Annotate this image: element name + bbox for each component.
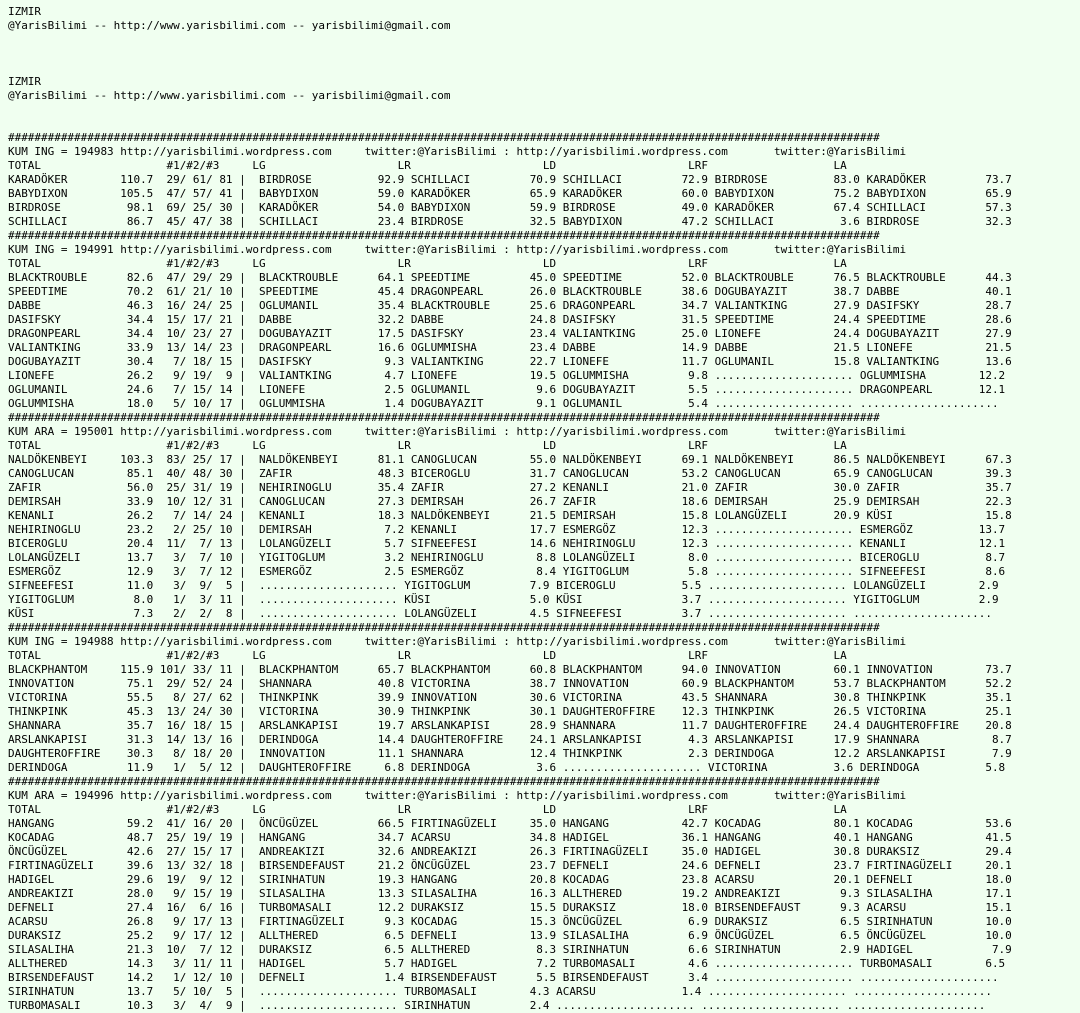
result-row: DABBE 46.3 16/ 24/ 25 | OGLUMANIL 35.4 BLACKTROUBLE 25.6 DRAGONPEARL 34.7 VALIANTKING 27.9 DASIFSKY 28.7 (8, 299, 1012, 312)
result-row: YIGITOGLUM 8.0 1/ 3/ 11 | ..................... KÜSI 5.0 KÜSI 3.7 ..................... YIGITOGLUM 2.9 (8, 593, 999, 606)
section-separator: #################################################################################################################################### (8, 775, 880, 788)
result-row: SCHILLACI 86.7 45/ 47/ 38 | SCHILLACI 23.4 BIRDROSE 32.5 BABYDIXON 47.2 SCHILLACI 3.6 BIRDROSE 32.3 (8, 215, 1012, 228)
result-row: DURAKSIZ 25.2 9/ 17/ 12 | ALLTHERED 6.5 DEFNELI 13.9 SILASALIHA 6.9 ÖNCÜGÜZEL 6.5 ÖNCÜGÜZEL 10.0 (8, 929, 1012, 942)
result-row: KENANLI 26.2 7/ 14/ 24 | KENANLI 18.3 NALDÖKENBEYI 21.5 DEMIRSAH 15.8 LOLANGÜZELI 20.9 KÜSI 15.8 (8, 509, 1012, 522)
result-row: DOGUBAYAZIT 30.4 7/ 18/ 15 | DASIFSKY 9.3 VALIANTKING 22.7 LIONEFE 11.7 OGLUMANIL 15.8 VALIANTKING 13.6 (8, 355, 1012, 368)
header-line (8, 103, 1012, 117)
result-row: KÜSI 7.3 2/ 2/ 8 | ..................... LOLANGÜZELI 4.5 SIFNEEFESI 3.7 ..................... ..................... (8, 607, 992, 620)
result-row: BIRSENDEFAUST 14.2 1/ 12/ 10 | DEFNELI 1.4 BIRSENDEFAUST 5.5 BIRSENDEFAUST 3.4 ..................... ..................... (8, 971, 999, 984)
result-row: TURBOMASALI 10.3 3/ 4/ 9 | ..................... SIRINHATUN 2.4 ..................... ..................... ..................... (8, 999, 986, 1012)
result-row: SIRINHATUN 13.7 5/ 10/ 5 | ..................... TURBOMASALI 4.3 ACARSU 1.4 ..................... ..................... (8, 985, 992, 998)
header-city: IZMIR (8, 5, 42, 18)
result-row: FIRTINAGÜZELI 39.6 13/ 32/ 18 | BIRSENDEFAUST 21.2 ÖNCÜGÜZEL 23.7 DEFNELI 24.6 DEFNELI 23.7 FIRTINAGÜZELI 20.1 (8, 859, 1012, 872)
result-row: KOCADAG 48.7 25/ 19/ 19 | HANGANG 34.7 ACARSU 34.8 HADIGEL 36.1 HANGANG 40.1 HANGANG 41.5 (8, 831, 1012, 844)
result-row: DERINDOGA 11.9 1/ 5/ 12 | DAUGHTEROFFIRE 6.8 DERINDOGA 3.6 ..................... VICTORINA 3.6 DERINDOGA 5.8 (8, 761, 1006, 774)
race-title-line: KUM ING = 194991 http://yarisbilimi.wordpress.com twitter:@YarisBilimi : http://yarisbilimi.wordpress.com twitter:@YarisBilimi (8, 243, 907, 256)
result-row: ÖNCÜGÜZEL 42.6 27/ 15/ 17 | ANDREAKIZI 32.6 ANDREAKIZI 26.3 FIRTINAGÜZELI 35.0 HADIGEL 30.8 DURAKSIZ 29.4 (8, 845, 1012, 858)
race-title-line: KUM ING = 194983 http://yarisbilimi.wordpress.com twitter:@YarisBilimi : http://yarisbilimi.wordpress.com twitter:@YarisBilimi (8, 145, 907, 158)
result-row: SHANNARA 35.7 16/ 18/ 15 | ARSLANKAPISI 19.7 ARSLANKAPISI 28.9 SHANNARA 11.7 DAUGHTEROFFIRE 24.4 DAUGHTEROFFIRE 20.8 (8, 719, 1012, 732)
header-line (8, 47, 1012, 61)
result-row: SILASALIHA 21.3 10/ 7/ 12 | DURAKSIZ 6.5 ALLTHERED 8.3 SIRINHATUN 6.6 SIRINHATUN 2.9 HADIGEL 7.9 (8, 943, 1012, 956)
result-row: ZAFIR 56.0 25/ 31/ 19 | NEHIRINOGLU 35.4 ZAFIR 27.2 KENANLI 21.0 ZAFIR 30.0 ZAFIR 35.7 (8, 481, 1012, 494)
result-row: NALDÖKENBEYI 103.3 83/ 25/ 17 | NALDÖKENBEYI 81.1 CANOGLUCAN 55.0 NALDÖKENBEYI 69.1 NALDÖKENBEYI 86.5 NALDÖKENBEYI 67.3 (8, 453, 1012, 466)
result-row: DEMIRSAH 33.9 10/ 12/ 31 | CANOGLUCAN 27.3 DEMIRSAH 26.7 ZAFIR 18.6 DEMIRSAH 25.9 DEMIRSAH 22.3 (8, 495, 1012, 508)
header-line (8, 117, 1012, 131)
result-row: ALLTHERED 14.3 3/ 11/ 11 | HADIGEL 5.7 HADIGEL 7.2 TURBOMASALI 4.6 ..................... TURBOMASALI 6.5 (8, 957, 1006, 970)
section-separator: #################################################################################################################################### (8, 621, 880, 634)
result-row: BABYDIXON 105.5 47/ 57/ 41 | BABYDIXON 59.0 KARADÖKER 65.9 KARADÖKER 60.0 BABYDIXON 75.2 BABYDIXON 65.9 (8, 187, 1012, 200)
result-row: BLACKTROUBLE 82.6 47/ 29/ 29 | BLACKTROUBLE 64.1 SPEEDTIME 45.0 SPEEDTIME 52.0 BLACKTROUBLE 76.5 BLACKTROUBLE 44.3 (8, 271, 1012, 284)
header-line (8, 33, 1012, 47)
header-line (8, 61, 1012, 75)
result-row: INNOVATION 75.1 29/ 52/ 24 | SHANNARA 40.8 VICTORINA 38.7 INNOVATION 60.9 BLACKPHANTOM 53.7 BLACKPHANTOM 52.2 (8, 677, 1012, 690)
result-row: LIONEFE 26.2 9/ 19/ 9 | VALIANTKING 4.7 LIONEFE 19.5 OGLUMMISHA 9.8 ..................... OGLUMMISHA 12.2 (8, 369, 1006, 382)
header-city: IZMIR (8, 75, 42, 88)
section-separator: #################################################################################################################################### (8, 131, 880, 144)
result-row: CANOGLUCAN 85.1 40/ 48/ 30 | ZAFIR 48.3 BICEROGLU 31.7 CANOGLUCAN 53.2 CANOGLUCAN 65.9 CANOGLUCAN 39.3 (8, 467, 1012, 480)
column-header-row: TOTAL #1/#2/#3 LG LR LD LRF LA (8, 649, 847, 662)
result-row: VALIANTKING 33.9 13/ 14/ 23 | DRAGONPEARL 16.6 OGLUMMISHA 23.4 DABBE 14.9 DABBE 21.5 LIONEFE 21.5 (8, 341, 1012, 354)
race-title-line: KUM ARA = 194996 http://yarisbilimi.wordpress.com twitter:@YarisBilimi : http://yarisbilimi.wordpress.com twitter:@YarisBilimi (8, 789, 907, 802)
result-row: DRAGONPEARL 34.4 10/ 23/ 27 | DOGUBAYAZIT 17.5 DASIFSKY 23.4 VALIANTKING 25.0 LIONEFE 24.4 DOGUBAYAZIT 27.9 (8, 327, 1012, 340)
result-row: BICEROGLU 20.4 11/ 7/ 13 | LOLANGÜZELI 5.7 SIFNEEFESI 14.6 NEHIRINOGLU 12.3 ..................... KENANLI 12.1 (8, 537, 1006, 550)
result-row: ARSLANKAPISI 31.3 14/ 13/ 16 | DERINDOGA 14.4 DAUGHTEROFFIRE 24.1 ARSLANKAPISI 4.3 ARSLANKAPISI 17.9 SHANNARA 8.7 (8, 733, 1012, 746)
section-separator: #################################################################################################################################### (8, 411, 880, 424)
result-row: DAUGHTEROFFIRE 30.3 8/ 18/ 20 | INNOVATION 11.1 SHANNARA 12.4 THINKPINK 2.3 DERINDOGA 12.2 ARSLANKAPISI 7.9 (8, 747, 1012, 760)
result-row: ESMERGÖZ 12.9 3/ 7/ 12 | ESMERGÖZ 2.5 ESMERGÖZ 8.4 YIGITOGLUM 5.8 ..................... SIFNEEFESI 8.6 (8, 565, 1006, 578)
race-title-line: KUM ING = 194988 http://yarisbilimi.wordpress.com twitter:@YarisBilimi : http://yarisbilimi.wordpress.com twitter:@YarisBilimi (8, 635, 907, 648)
column-header-row: TOTAL #1/#2/#3 LG LR LD LRF LA (8, 159, 847, 172)
column-header-row: TOTAL #1/#2/#3 LG LR LD LRF LA (8, 257, 847, 270)
result-row: SPEEDTIME 70.2 61/ 21/ 10 | SPEEDTIME 45.4 DRAGONPEARL 26.0 BLACKTROUBLE 38.6 DOGUBAYAZIT 38.7 DABBE 40.1 (8, 285, 1012, 298)
result-row: ACARSU 26.8 9/ 17/ 13 | FIRTINAGÜZELI 9.3 KOCADAG 15.3 ÖNCÜGÜZEL 6.9 DURAKSIZ 6.5 SIRINHATUN 10.0 (8, 915, 1012, 928)
result-row: THINKPINK 45.3 13/ 24/ 30 | VICTORINA 30.9 THINKPINK 30.1 DAUGHTEROFFIRE 12.3 THINKPINK 26.5 VICTORINA 25.1 (8, 705, 1012, 718)
result-row: BIRDROSE 98.1 69/ 25/ 30 | KARADÖKER 54.0 BABYDIXON 59.9 BIRDROSE 49.0 KARADÖKER 67.4 SCHILLACI 57.3 (8, 201, 1012, 214)
result-row: DASIFSKY 34.4 15/ 17/ 21 | DABBE 32.2 DABBE 24.8 DASIFSKY 31.5 SPEEDTIME 24.4 SPEEDTIME 28.6 (8, 313, 1012, 326)
column-header-row: TOTAL #1/#2/#3 LG LR LD LRF LA (8, 439, 847, 452)
race-title-line: KUM ARA = 195001 http://yarisbilimi.wordpress.com twitter:@YarisBilimi : http://yarisbilimi.wordpress.com twitter:@YarisBilimi (8, 425, 907, 438)
result-row: OGLUMMISHA 18.0 5/ 10/ 17 | OGLUMMISHA 1.4 DOGUBAYAZIT 9.1 OGLUMANIL 5.4 ..................... ..................... (8, 397, 999, 410)
result-row: OGLUMANIL 24.6 7/ 15/ 14 | LIONEFE 2.5 OGLUMANIL 9.6 DOGUBAYAZIT 5.5 ..................... DRAGONPEARL 12.1 (8, 383, 1006, 396)
result-row: DEFNELI 27.4 16/ 6/ 16 | TURBOMASALI 12.2 DURAKSIZ 15.5 DURAKSIZ 18.0 BIRSENDEFAUST 9.3 ACARSU 15.1 (8, 901, 1012, 914)
header-line: @YarisBilimi -- http://www.yarisbilimi.com -- yarisbilimi@gmail.com (8, 89, 451, 102)
result-row: HADIGEL 29.6 19/ 9/ 12 | SIRINHATUN 19.3 HANGANG 20.8 KOCADAG 23.8 ACARSU 20.1 DEFNELI 18.0 (8, 873, 1012, 886)
header-line: @YarisBilimi -- http://www.yarisbilimi.com -- yarisbilimi@gmail.com (8, 19, 451, 32)
section-separator: #################################################################################################################################### (8, 229, 880, 242)
results-document (8, 5, 1012, 1013)
result-row: BLACKPHANTOM 115.9 101/ 33/ 11 | BLACKPHANTOM 65.7 BLACKPHANTOM 60.8 BLACKPHANTOM 94.0 INNOVATION 60.1 INNOVATION 73.7 (8, 663, 1012, 676)
result-row: NEHIRINOGLU 23.2 2/ 25/ 10 | DEMIRSAH 7.2 KENANLI 17.7 ESMERGÖZ 12.3 ..................... ESMERGÖZ 13.7 (8, 523, 1006, 536)
column-header-row: TOTAL #1/#2/#3 LG LR LD LRF LA (8, 803, 847, 816)
result-row: KARADÖKER 110.7 29/ 61/ 81 | BIRDROSE 92.9 SCHILLACI 70.9 SCHILLACI 72.9 BIRDROSE 83.0 KARADÖKER 73.7 (8, 173, 1012, 186)
result-row: VICTORINA 55.5 8/ 27/ 62 | THINKPINK 39.9 INNOVATION 30.6 VICTORINA 43.5 SHANNARA 30.8 THINKPINK 35.1 (8, 691, 1012, 704)
result-row: SIFNEEFESI 11.0 3/ 9/ 5 | ..................... YIGITOGLUM 7.9 BICEROGLU 5.5 ..................... LOLANGÜZELI 2.9 (8, 579, 999, 592)
result-row: ANDREAKIZI 28.0 9/ 15/ 19 | SILASALIHA 13.3 SILASALIHA 16.3 ALLTHERED 19.2 ANDREAKIZI 9.3 SILASALIHA 17.1 (8, 887, 1012, 900)
result-row: HANGANG 59.2 41/ 16/ 20 | ÖNCÜGÜZEL 66.5 FIRTINAGÜZELI 35.0 HANGANG 42.7 KOCADAG 80.1 KOCADAG 53.6 (8, 817, 1012, 830)
result-row: LOLANGÜZELI 13.7 3/ 7/ 10 | YIGITOGLUM 3.2 NEHIRINOGLU 8.8 LOLANGÜZELI 8.0 ..................... BICEROGLU 8.7 (8, 551, 1006, 564)
